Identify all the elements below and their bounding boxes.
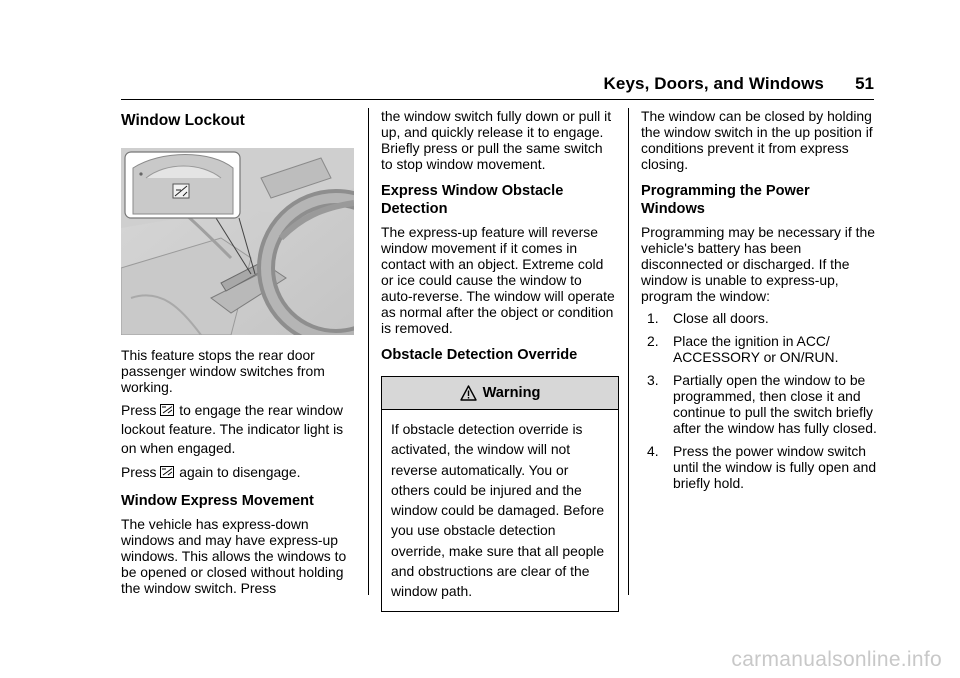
heading-programming-power-windows: Programming the Power Windows bbox=[641, 183, 810, 217]
window-lockout-icon bbox=[160, 404, 174, 416]
lockout-description: This feature stops the rear door passenger window switches from working. bbox=[121, 347, 325, 395]
heading-express-window-obstacle-detection: Express Window Obstacle Detection bbox=[381, 183, 564, 217]
warning-triangle-icon bbox=[460, 385, 477, 401]
list-item: 1. Close all doors. bbox=[647, 310, 769, 326]
column-1 bbox=[121, 108, 357, 596]
warning-text: If obstacle detection override is activated, the window will not reverse automatically. You or others could be injured and the window could be damaged. Before you use obstacle detection override, make sure that all people and obstructions are clear of the window path. bbox=[391, 421, 605, 600]
heading-obstacle-detection-override: Obstacle Detection Override bbox=[381, 347, 578, 363]
heading-window-express-movement: Window Express Movement bbox=[121, 493, 314, 509]
section-title: Keys, Doors, and Windows bbox=[603, 74, 824, 93]
list-item: 2. Place the ignition in ACC/ ACCESSORY or ON/RUN. bbox=[647, 333, 839, 365]
lockout-disengage-text: Press again to disengage. bbox=[121, 464, 301, 480]
page-number: 51 bbox=[855, 74, 874, 93]
programming-steps bbox=[641, 310, 877, 491]
warning-title: Warning bbox=[482, 385, 541, 401]
page-header bbox=[0, 0, 960, 100]
window-lockout-illustration bbox=[121, 148, 354, 335]
programming-text: Programming may be necessary if the vehicle's battery has been disconnected or discharged. If the window is unable to express-up, program the window: bbox=[641, 224, 875, 304]
watermark: carmanualsonline.info bbox=[731, 648, 942, 671]
express-closing-text: The window can be closed by holding the window switch in the up position if conditions prevent it from express closing. bbox=[641, 108, 873, 172]
obstacle-detection-text: The express-up feature will reverse window movement if it comes in contact with an object. Extreme cold or ice could cause the window to auto-reverse. The window will operate as normal after the object or condition is removed. bbox=[381, 224, 615, 336]
column-2 bbox=[381, 108, 617, 612]
express-movement-continued: the window switch fully down or pull it up, and quickly release it to engage. Briefly press or pull the same switch to stop window movement. bbox=[381, 108, 612, 172]
warning-box bbox=[381, 376, 619, 612]
warning-header bbox=[382, 377, 618, 410]
column-3 bbox=[641, 108, 877, 498]
list-item: 3. Partially open the window to be programmed, then close it and continue to pull the switch briefly after the window has fully closed. bbox=[647, 372, 877, 436]
window-lockout-icon bbox=[160, 466, 174, 478]
heading-window-lockout: Window Lockout bbox=[121, 112, 245, 129]
column-divider bbox=[368, 108, 369, 595]
express-movement-text: The vehicle has express-down windows and may have express-up windows. This allows the windows to be opened or closed without holding the window switch. Press bbox=[121, 516, 347, 596]
lockout-engage-text: Press to engage the rear window lockout feature. The indicator light is on when engaged. bbox=[121, 402, 344, 456]
list-item: 4. Press the power window switch until the window is fully open and briefly hold. bbox=[647, 443, 877, 491]
header-rule bbox=[121, 99, 874, 100]
column-divider bbox=[628, 108, 629, 595]
